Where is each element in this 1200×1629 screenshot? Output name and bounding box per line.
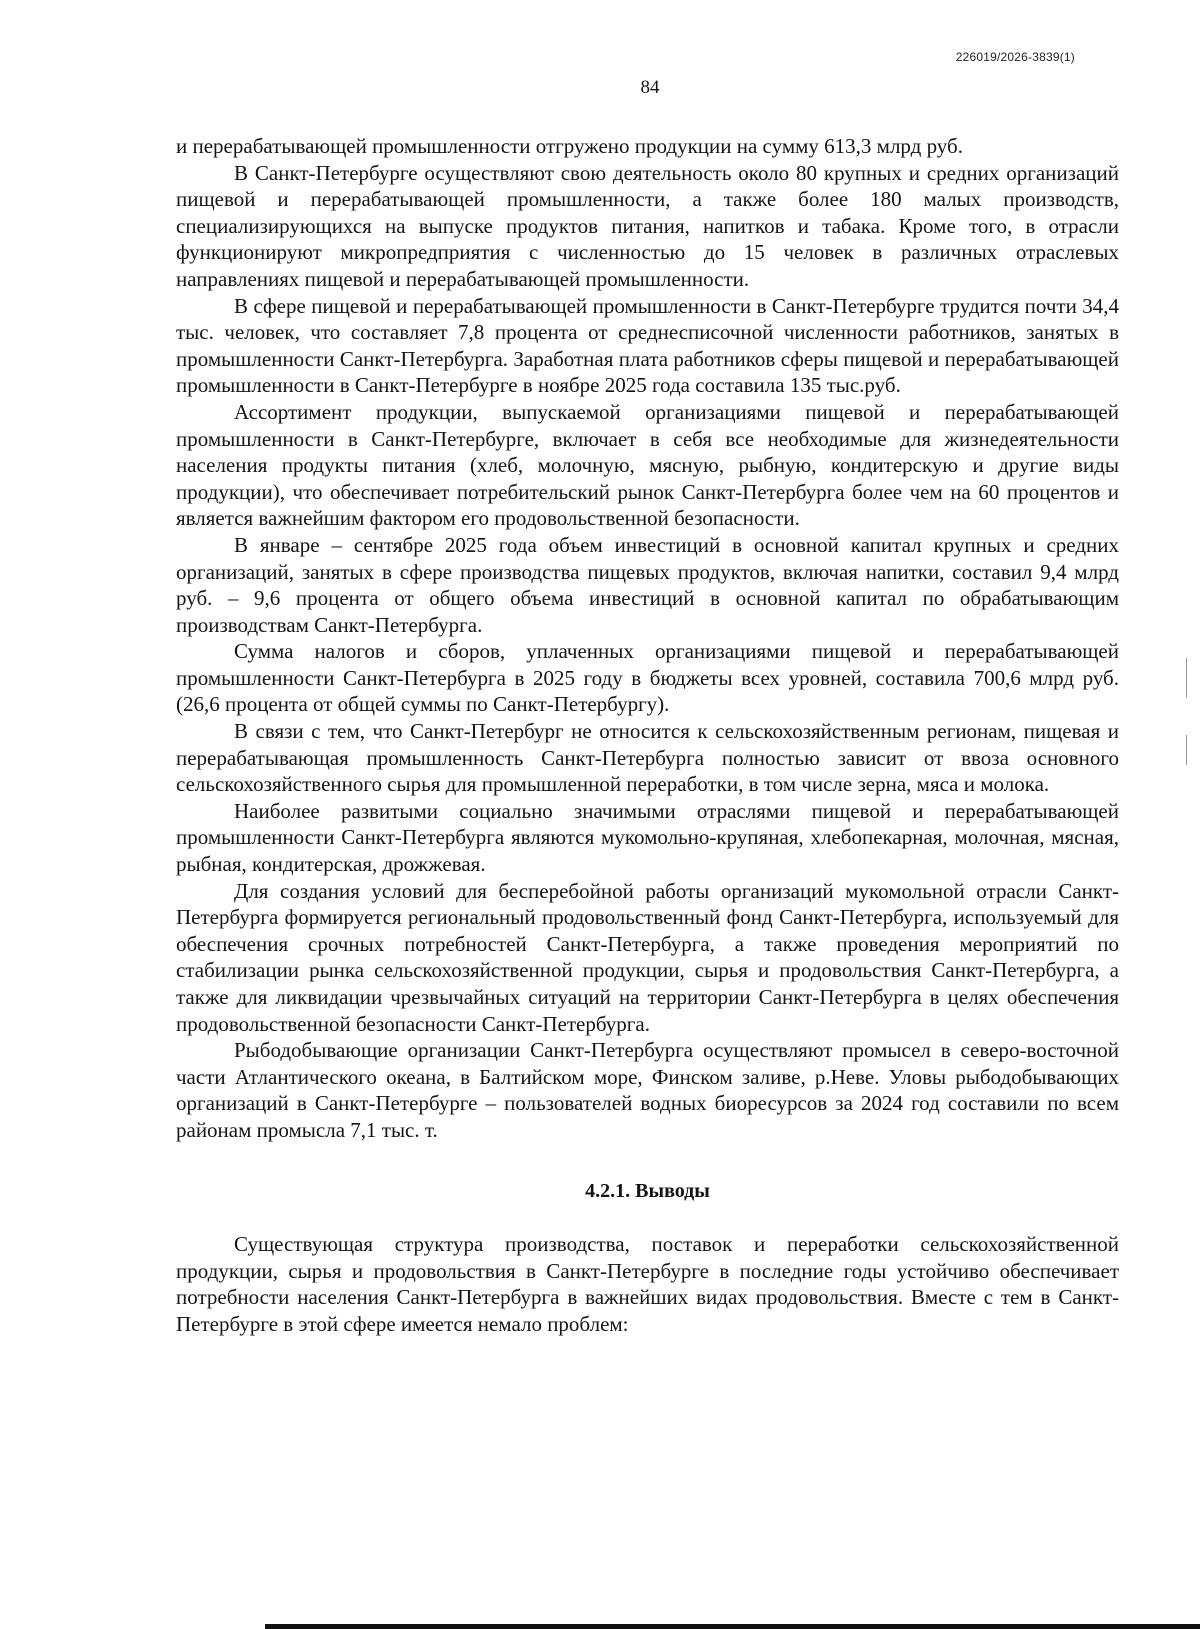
paragraph-investments: В январе – сентябре 2025 года объем инвестиций в основной капитал крупных и средних организаций, занятых в сфере производства пищевых продуктов, включая напитки, составил 9,4 млрд руб. – 9,6 процента от общего объема инвестиций в основной капитал по обрабатывающим производствам Санкт-Петербурга.: [176, 532, 1119, 637]
scan-margin-mark: [1186, 735, 1187, 765]
page-number: 84: [640, 77, 660, 98]
paragraph-raw-materials: В связи с тем, что Санкт-Петербург не относится к сельскохозяйственным регионам, пищевая и перерабатывающая промышленность Санкт-Петербурга полностью зависит от ввоза основного сельскохозяйственного сырья для промышленной переработки, в том числе зерна, мяса и молока.: [176, 719, 1119, 797]
paragraph-food-fund: Для создания условий для бесперебойной работы организаций мукомольной отрасли Санкт-Петербурга формируется региональный продовольственный фонд Санкт-Петербурга, используемый для обеспечения срочных потребностей Санкт-Петербурга, а также проведения мероприятий по стабилизации рынка сельскохозяйственной продукции, сырья и продовольствия Санкт-Петербурга, а также для ликвидации чрезвычайных ситуаций на территории Санкт-Петербурга в целях обеспечения продовольственной безопасности Санкт-Петербурга.: [176, 878, 1119, 1036]
document-body: [176, 133, 1119, 1338]
paragraph-fishing: Рыбодобывающие организации Санкт-Петербурга осуществляют промысел в северо-восточной части Атлантического океана, в Балтийском море, Финском заливе, р.Неве. Уловы рыбодобывающих организаций в Санкт-Петербурге – пользователей водных биоресурсов за 2024 год составили по всем районам промысла 7,1 тыс. т.: [176, 1038, 1119, 1142]
section-heading: 4.2.1. Выводы: [585, 1179, 710, 1202]
paragraph-taxes: Сумма налогов и сборов, уплаченных организациями пищевой и перерабатывающей промышленности Санкт-Петербурга в 2025 году в бюджеты всех уровней, составила 700,6 млрд руб. (26,6 процента от общей суммы по Санкт-Петербургу).: [176, 639, 1119, 717]
paragraph-continuation: и перерабатывающей промышленности отгружено продукции на сумму 613,3 млрд руб.: [176, 134, 963, 158]
paragraph-employment: В сфере пищевой и перерабатывающей промышленности в Санкт-Петербурге трудится почти 34,4 тыс. человек, что составляет 7,8 процента от среднесписочной численности работников, занятых в промышленности Санкт-Петербурга. Заработная плата работников сферы пищевой и перерабатывающей промышленности в Санкт-Петербурге в ноябре 2025 года составила 135 тыс.руб.: [176, 293, 1119, 398]
paragraph-organizations: В Санкт-Петербурге осуществляют свою деятельность около 80 крупных и средних организаций пищевой и перерабатывающей промышленности, а также более 180 малых производств, специализирующихся на выпуске продуктов питания, напитков и табака. Кроме того, в отрасли функционируют микропредприятия с численностью до 15 человек в различных отраслевых направлениях пищевой и перерабатывающей промышленности.: [176, 160, 1119, 291]
scan-bottom-edge: [265, 1624, 1200, 1629]
scan-margin-mark: [1186, 658, 1187, 698]
paragraph-conclusion: Существующая структура производства, поставок и переработки сельскохозяйственной продукции, сырья и продовольствия в Санкт-Петербурге в последние годы устойчиво обеспечивает потребности населения Санкт-Петербурга в важнейших видах продовольствия. Вместе с тем в Санкт-Петербурге в этой сфере имеется немало проблем:: [176, 1232, 1119, 1336]
paragraph-assortment: Ассортимент продукции, выпускаемой организациями пищевой и перерабатывающей промышленности в Санкт-Петербурге, включает в себя все необходимые для жизнедеятельности населения продукты питания (хлеб, молочную, мясную, рыбную, кондитерскую и другие виды продукции), что обеспечивает потребительский рынок Санкт-Петербурга более чем на 60 процентов и является важнейшим фактором его продовольственной безопасности.: [176, 399, 1119, 531]
document-registration-number: 226019/2026-3839(1): [955, 50, 1075, 64]
paragraph-key-industries: Наиболее развитыми социально значимыми отраслями пищевой и перерабатывающей промышленности Санкт-Петербурга являются мукомольно-крупяная, хлебопекарная, молочная, мясная, рыбная, кондитерская, дрожжевая.: [176, 798, 1119, 877]
